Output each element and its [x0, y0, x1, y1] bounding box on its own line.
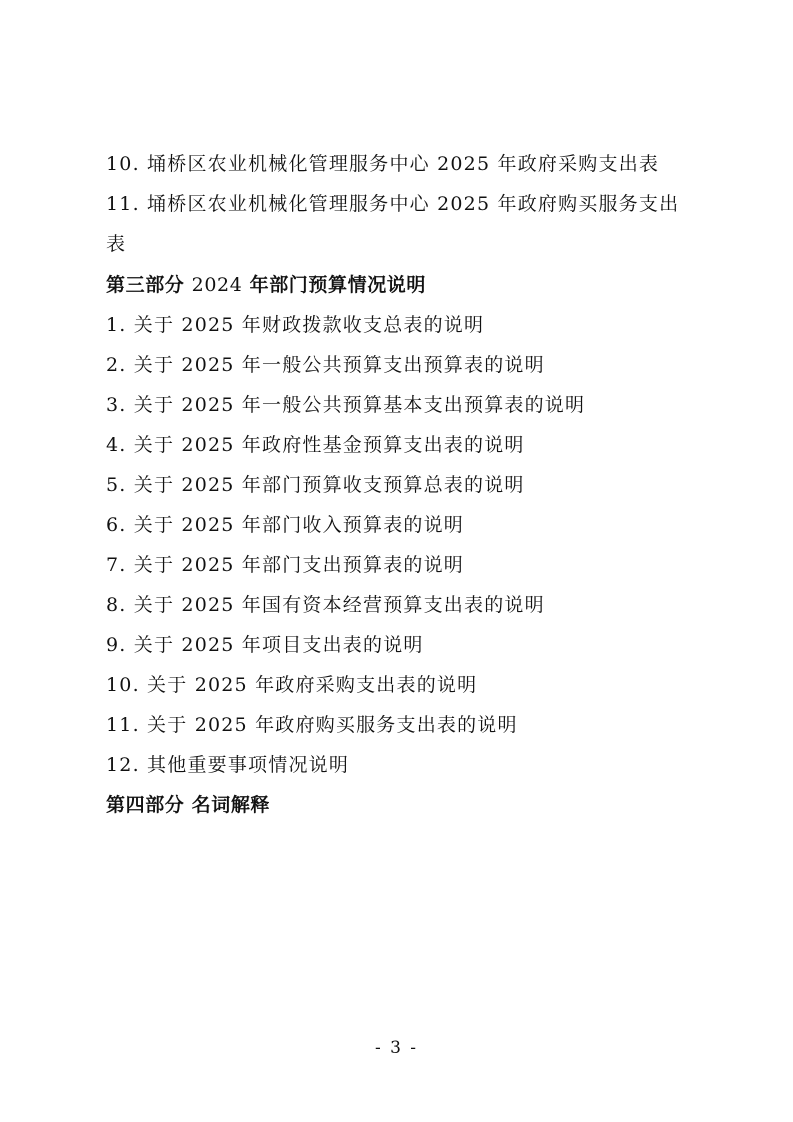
part3-heading-suffix: 年部门预算情况说明 [249, 274, 427, 296]
toc-item-part3-3: 3. 关于 2025 年一般公共预算基本支出预算表的说明 [106, 394, 586, 416]
toc-item-part3-8: 8. 关于 2025 年国有资本经营预算支出表的说明 [106, 594, 545, 616]
toc-item-part3-9: 9. 关于 2025 年项目支出表的说明 [106, 634, 424, 656]
toc-item-part3-5: 5. 关于 2025 年部门预算收支预算总表的说明 [106, 474, 525, 496]
page-number: - 3 - [374, 1038, 419, 1058]
toc-item-part3-10: 10. 关于 2025 年政府采购支出表的说明 [106, 674, 478, 696]
toc-item-part3-7: 7. 关于 2025 年部门支出预算表的说明 [106, 554, 465, 576]
part3-heading-prefix: 第三部分 [106, 274, 185, 296]
toc-item-part3-11: 11. 关于 2025 年政府购买服务支出表的说明 [106, 714, 518, 736]
part3-heading [106, 273, 426, 297]
toc-item-part3-1: 1. 关于 2025 年财政拨款收支总表的说明 [106, 314, 485, 336]
part3-heading-year: 2024 [191, 274, 243, 296]
part4-heading: 第四部分 名词解释 [106, 794, 271, 816]
toc-item-part3-6: 6. 关于 2025 年部门收入预算表的说明 [106, 514, 465, 536]
toc-item-part3-4: 4. 关于 2025 年政府性基金预算支出表的说明 [106, 434, 525, 456]
toc-item-part2-10: 10. 埇桥区农业机械化管理服务中心 2025 年政府采购支出表 [106, 153, 660, 175]
toc-item-part2-11: 11. 埇桥区农业机械化管理服务中心 2025 年政府购买服务支出 [106, 193, 680, 215]
toc-item-part2-11-continuation: 表 [106, 233, 127, 255]
toc-item-part3-12: 12. 其他重要事项情况说明 [106, 754, 350, 776]
toc-item-part3-2: 2. 关于 2025 年一般公共预算支出预算表的说明 [106, 354, 545, 376]
